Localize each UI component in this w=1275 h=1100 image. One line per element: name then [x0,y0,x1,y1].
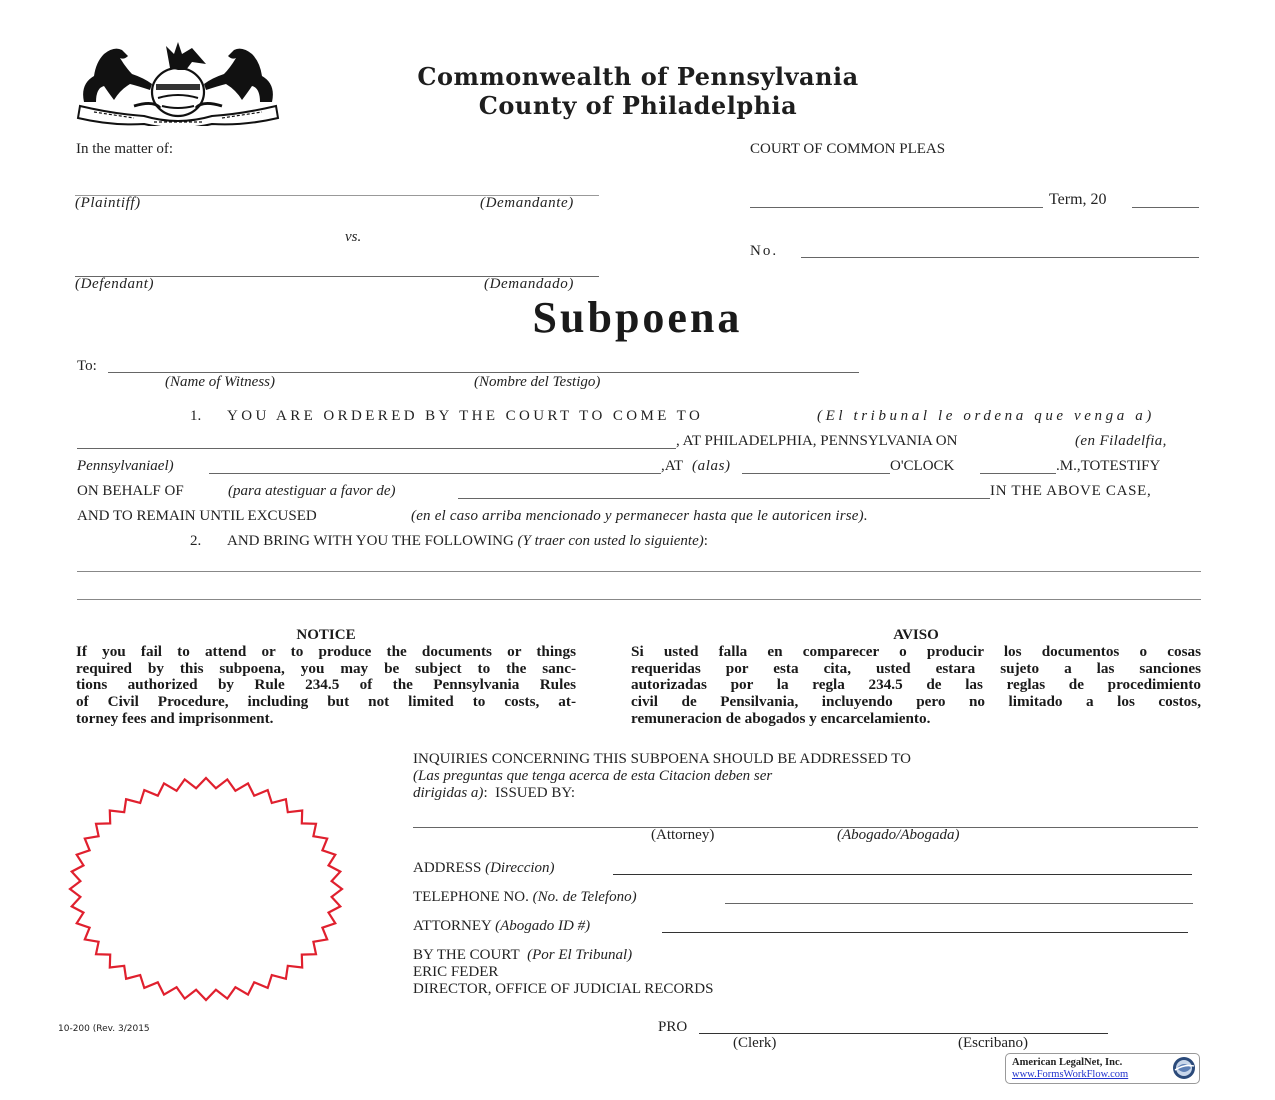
at-philadelphia-label: , AT PHILADELPHIA, PENNSYLVANIA ON [676,433,958,449]
aviso-line: requeridas por esta cita, usted estara sujeto a las sanciones [631,659,1201,677]
number-label: No. [750,243,779,259]
notice-line: required by this subpoena, you may be subject to the sanc- [76,659,576,677]
court-name: COURT OF COMMON PLEAS [750,141,946,157]
at-label: ,AT [661,458,684,474]
aviso-line: Si usted falla en comparecer o producir los documentos o cosas [631,642,1201,660]
address-label-row [413,860,555,877]
aviso-line: autorizadas por la regla 234.5 de las reglas de procedimiento [631,676,1201,694]
address-field[interactable] [613,874,1192,875]
remain-label-es: (en el caso arriba mencionado y permanecer hasta que le autoricen irse). [411,508,868,524]
telephone-label-row [413,889,637,906]
address-label-es: (Direccion) [485,860,555,876]
publisher-badge [1005,1053,1200,1084]
matter-label: In the matter of: [76,141,174,157]
item2-colon: : [703,533,708,549]
pennsylvania-coat-of-arms-icon [74,40,282,126]
by-the-court-row [413,947,632,964]
above-case-label: IN THE ABOVE CASE, [990,483,1152,499]
bring-items-field-2[interactable] [77,599,1201,600]
director-name: ERIC FEDER [413,964,499,980]
ampm-field[interactable] [980,473,1056,474]
form-id: 10-200 (Rev. 3/2015 [58,1024,150,1034]
telephone-label-es: (No. de Telefono) [532,889,637,905]
notice-block [76,627,576,728]
clerk-label-es: (Escribano) [958,1035,1028,1051]
telephone-label: TELEPHONE NO. [413,889,529,905]
telephone-field[interactable] [725,903,1193,904]
inquiries-label-es-2: dirigidas a) [413,785,484,801]
behalf-label-es: (para atestiguar a favor de) [228,483,396,499]
attorney-label: (Attorney) [651,827,715,843]
term-field[interactable] [750,207,1043,208]
aviso-line: civil de Pensilvania, incluyendo pero no limitado a los costos, [631,693,1201,711]
by-the-court-label-es: (Por El Tribunal) [527,947,633,963]
term-label: Term, 20 [1049,191,1107,208]
plaintiff-label: (Plaintiff) [75,195,141,211]
defendant-label-es: (Demandado) [484,276,574,292]
attorney-id-field[interactable] [662,932,1188,933]
witness-name-label-es: (Nombre del Testigo) [474,374,601,390]
vs-label: vs. [345,229,362,245]
clerk-signature-field[interactable] [699,1033,1108,1034]
number-field[interactable] [801,257,1199,258]
attorney-id-label-es: (Abogado ID #) [495,918,591,934]
inquiries-label-es-2-row [413,785,575,802]
address-label: ADDRESS [413,860,482,876]
bring-items-field-1[interactable] [77,571,1201,572]
oclock-label: O'CLOCK [890,458,955,474]
notice-line: torney fees and imprisonment. [76,709,274,727]
to-label: To: [77,358,97,374]
item1-text-es: (El tribunal le ordena que venga a) [817,408,1155,424]
inquiries-label: INQUIRIES CONCERNING THIS SUBPOENA SHOULD BE ADDRESSED TO [413,751,911,767]
notice-line: of Civil Procedure, including but not limited to costs, at- [76,693,576,711]
attorney-name-field[interactable] [413,827,1198,828]
witness-name-field[interactable] [108,372,859,373]
document-title: Subpoena [532,293,743,342]
witness-name-label: (Name of Witness) [165,374,275,390]
director-title: DIRECTOR, OFFICE OF JUDICIAL RECORDS [413,981,714,997]
item2-text-es: (Y traer con usted lo siguiente) [517,533,704,549]
attorney-label-es: (Abogado/Abogada) [837,827,960,843]
item1-number: 1. [190,408,202,424]
at-label-es: (alas) [692,458,731,474]
header-line-county: County of Philadelphia [478,91,798,120]
behalf-field[interactable] [458,498,990,499]
at-philadelphia-label-es: (en Filadelfia, [1075,433,1167,449]
term-year-field[interactable] [1132,207,1199,208]
aviso-heading: AVISO [893,627,939,643]
header-line-commonwealth: Commonwealth of Pennsylvania [417,62,859,91]
item2-text [227,533,708,550]
publisher-link[interactable]: www.FormsWorkFlow.com [1012,1069,1129,1080]
court-seal-placeholder-icon [68,776,344,1002]
item1-text: YOU ARE ORDERED BY THE COURT TO COME TO [227,408,704,424]
pennsylvania-es-label: Pennsylvaniael) [77,458,174,474]
date-field[interactable] [209,473,661,474]
notice-line: If you fail to attend or to produce the documents or things [76,642,576,660]
testify-label: .M.,TOTESTIFY [1056,458,1161,474]
behalf-label: ON BEHALF OF [77,483,184,499]
publisher-name: American LegalNet, Inc. [1012,1057,1123,1068]
remain-label: AND TO REMAIN UNTIL EXCUSED [77,508,317,524]
time-field[interactable] [742,473,890,474]
globe-logo-icon [1172,1056,1196,1080]
plaintiff-label-es: (Demandante) [480,195,574,211]
issued-by-label: : ISSUED BY: [483,785,575,801]
clerk-label: (Clerk) [733,1035,777,1051]
inquiries-label-es-1: (Las preguntas que tenga acerca de esta Citacion deben ser [413,768,773,784]
aviso-line: remuneracion de abogados y encarcelamiento. [631,709,931,727]
item2-text-en: AND BRING WITH YOU THE FOLLOWING [227,533,514,549]
aviso-block [631,627,1201,728]
location-field[interactable] [77,448,676,449]
pro-label: PRO [658,1019,688,1035]
item2-number: 2. [190,533,202,549]
defendant-label: (Defendant) [75,276,155,292]
by-the-court-label: BY THE COURT [413,947,520,963]
notice-line: tions authorized by Rule 234.5 of the Pennsylvania Rules [76,676,576,694]
attorney-id-label: ATTORNEY [413,918,492,934]
attorney-id-label-row [413,918,590,935]
notice-heading: NOTICE [296,627,356,643]
